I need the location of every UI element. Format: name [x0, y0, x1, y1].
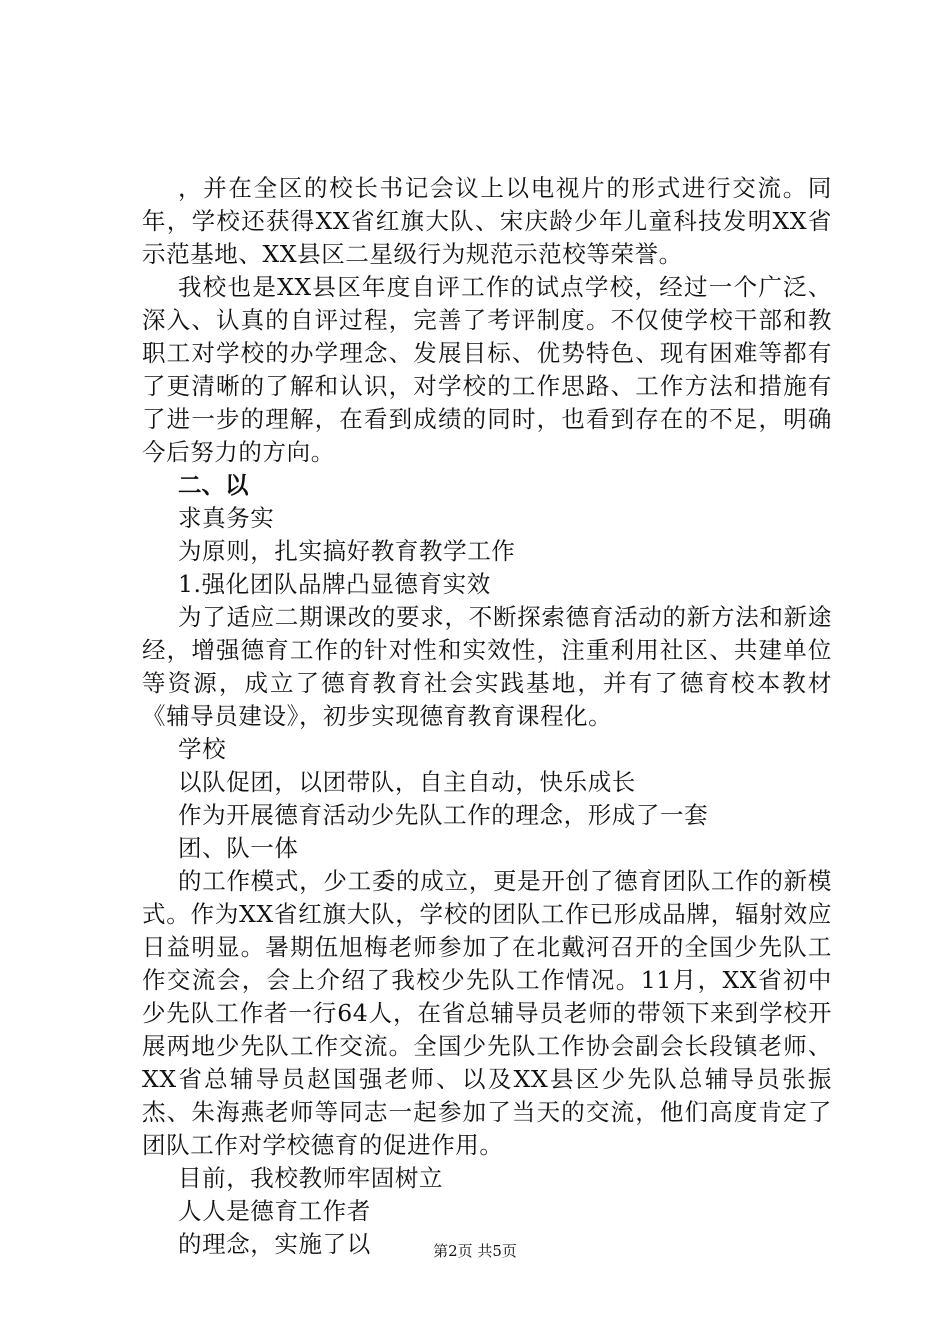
paragraph-line: 以队促团，以团带队，自主自动，快乐成长 — [178, 768, 636, 796]
page-number-footer: 第2页 共5页 — [433, 1242, 517, 1260]
section-heading: 二、以 — [178, 471, 249, 499]
paragraph-self-evaluation: 我校也是XX县区年度自评工作的试点学校，经过一个广泛、深入、认真的自评过程，完善了考评制度。不仅使学校干部和教职工对学校的办学理念、发展目标、优势特色、现有困难等都有了更清晰的了解和认识，对学校的工作思路、工作方法和措施有了进一步的理解，在看到成绩的同时，也看到存在的不足，明确今后努力的方向。 — [142, 273, 832, 466]
paragraph-team-work: 的工作模式，少工委的成立，更是开创了德育团队工作的新模式。作为XX省红旗大队，学校的团队工作已形成品牌，辐射效应日益明显。暑期伍旭梅老师参加了在北戴河召开的全国少先队工作交流会，会上介绍了我校少先队工作情况。11月，XX省初中少先队工作者一行64人，在省总辅导员老师的带领下来到学校开展两地少先队工作交流。全国少先队工作协会副会长段镇老师、XX省总辅导员赵国强老师、以及XX县区少先队总辅导员张振杰、朱海燕老师等同志一起参加了当天的交流，他们高度肯定了团队工作对学校德育的促进作用。 — [142, 867, 832, 1159]
paragraph-line: 团、队一体 — [178, 834, 299, 862]
paragraph-line: 求真务实 — [178, 504, 275, 532]
paragraph-line: 作为开展德育活动少先队工作的理念，形成了一套 — [178, 801, 709, 829]
paragraph-moral-education: 为了适应二期课改的要求，不断探索德育活动的新方法和新途经，增强德育工作的针对性和实效性，注重利用社区、共建单位等资源，成立了德育教育社会实践基地，并有了德育校本教材《辅导员建设》，初步实现德育教育课程化。 — [142, 603, 832, 730]
paragraph-line: 人人是德育工作者 — [178, 1197, 371, 1225]
paragraph-line: 的理念，实施了以 — [178, 1230, 371, 1258]
paragraph-line: 学校 — [178, 735, 227, 763]
subsection-heading: 1.强化团队品牌凸显德育实效 — [178, 570, 491, 598]
paragraph-honors: ，并在全区的校长书记会议上以电视片的形式进行交流。同年，学校还获得XX省红旗大队、宋庆龄少年儿童科技发明XX省示范基地、XX县区二星级行为规范示范校等荣誉。 — [142, 174, 832, 268]
paragraph-line: 目前，我校教师牢固树立 — [178, 1164, 444, 1192]
document-body — [142, 172, 832, 1261]
paragraph-line: 为原则，扎实搞好教育教学工作 — [178, 537, 516, 565]
